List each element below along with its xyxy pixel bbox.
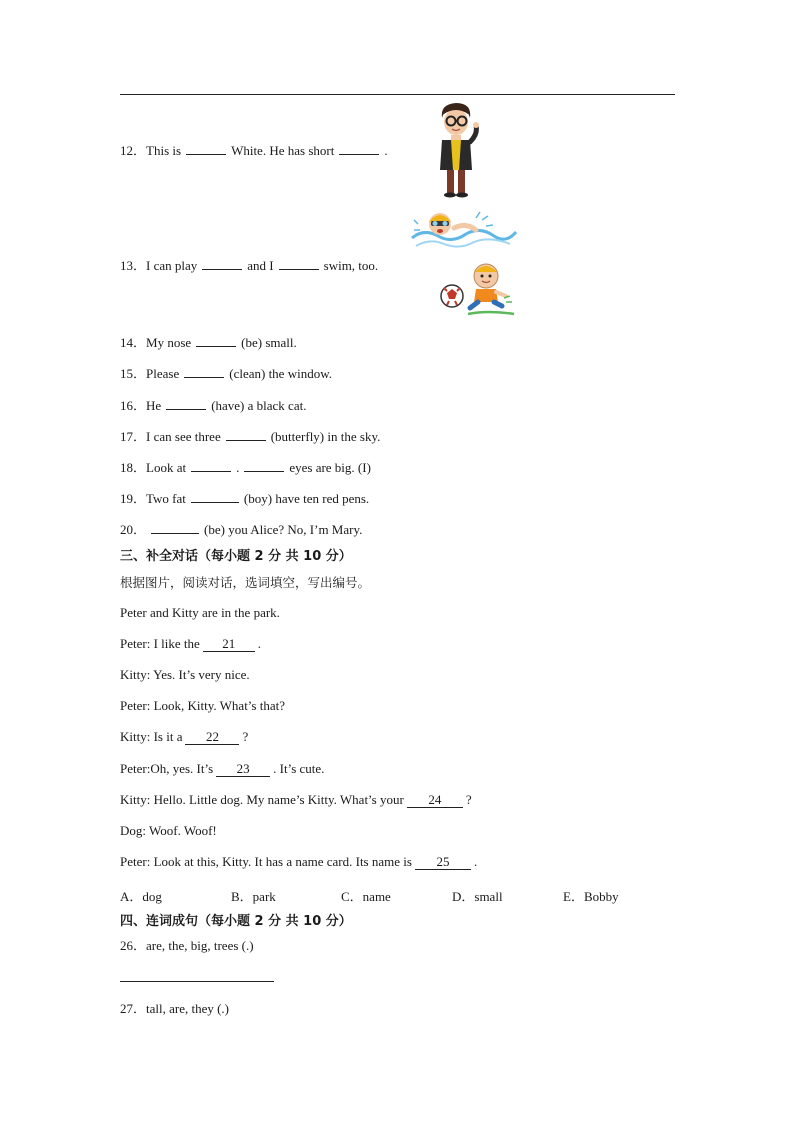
blank[interactable] <box>202 257 242 270</box>
dialogue-line: Peter: Look, Kitty. What’s that? <box>120 698 285 713</box>
question-15: 15．Please (clean) the window. <box>120 366 332 381</box>
football-illustration <box>438 262 518 318</box>
question-27: 27．tall, are, they (.) <box>120 1001 230 1016</box>
blank[interactable] <box>191 490 239 503</box>
blank[interactable] <box>226 428 266 441</box>
question-26: 26．are, the, big, trees (.) <box>120 938 254 953</box>
swimming-illustration <box>410 204 518 254</box>
blank[interactable] <box>151 521 199 534</box>
numbered-blank[interactable]: 22 <box>185 730 239 745</box>
blank[interactable] <box>339 142 379 155</box>
option-b: B．park <box>231 889 276 904</box>
dialogue-intro: Peter and Kitty are in the park. <box>120 605 280 620</box>
dialogue-line-21: Peter: I like the 21 . <box>120 636 262 651</box>
blank[interactable] <box>244 459 284 472</box>
dialogue-line: Kitty: Yes. It’s very nice. <box>120 667 250 682</box>
question-14: 14．My nose (be) small. <box>120 335 297 350</box>
blank[interactable] <box>279 257 319 270</box>
question-17: 17．I can see three (butterfly) in the sky. <box>120 429 381 444</box>
header-rule <box>120 94 675 95</box>
dialogue-line-23: Peter:Oh, yes. It’s 23 . It’s cute. <box>120 761 325 776</box>
section-3-instruction: 根据图片，阅读对话，选词填空，写出编号。 <box>120 575 371 590</box>
blank[interactable] <box>186 142 226 155</box>
question-12: 12．This is White. He has short . <box>120 143 388 158</box>
blank[interactable] <box>191 459 231 472</box>
question-20: 20． (be) you Alice? No, I’m Mary. <box>120 522 363 537</box>
question-19: 19．Two fat (boy) have ten red pens. <box>120 491 370 506</box>
blank[interactable] <box>166 397 206 410</box>
section-4-title: 四、连词成句（每小题 2 分 共 10 分） <box>120 914 352 929</box>
numbered-blank[interactable]: 23 <box>216 762 270 777</box>
dialogue-line-24: Kitty: Hello. Little dog. My name’s Kitty. What’s your 24 ? <box>120 792 472 807</box>
option-e: E．Bobby <box>563 889 619 904</box>
numbered-blank[interactable]: 25 <box>415 855 471 870</box>
dialogue-line-22: Kitty: Is it a 22 ? <box>120 729 249 744</box>
option-c: C．name <box>341 889 391 904</box>
dialogue-line: Dog: Woof. Woof! <box>120 823 217 838</box>
teacher-illustration <box>432 100 482 198</box>
section-3-title: 三、补全对话（每小题 2 分 共 10 分） <box>120 549 352 564</box>
question-16: 16．He (have) a black cat. <box>120 398 307 413</box>
blank[interactable] <box>184 365 224 378</box>
dialogue-line-25: Peter: Look at this, Kitty. It has a name card. Its name is 25 . <box>120 854 478 869</box>
blank[interactable] <box>196 334 236 347</box>
answer-line[interactable] <box>120 981 274 982</box>
numbered-blank[interactable]: 24 <box>407 793 463 808</box>
numbered-blank[interactable]: 21 <box>203 637 255 652</box>
option-a: A．dog <box>120 889 162 904</box>
question-18: 18．Look at . eyes are big. (I) <box>120 460 371 475</box>
question-13: 13．I can play and I swim, too. <box>120 258 379 273</box>
option-d: D．small <box>452 889 503 904</box>
